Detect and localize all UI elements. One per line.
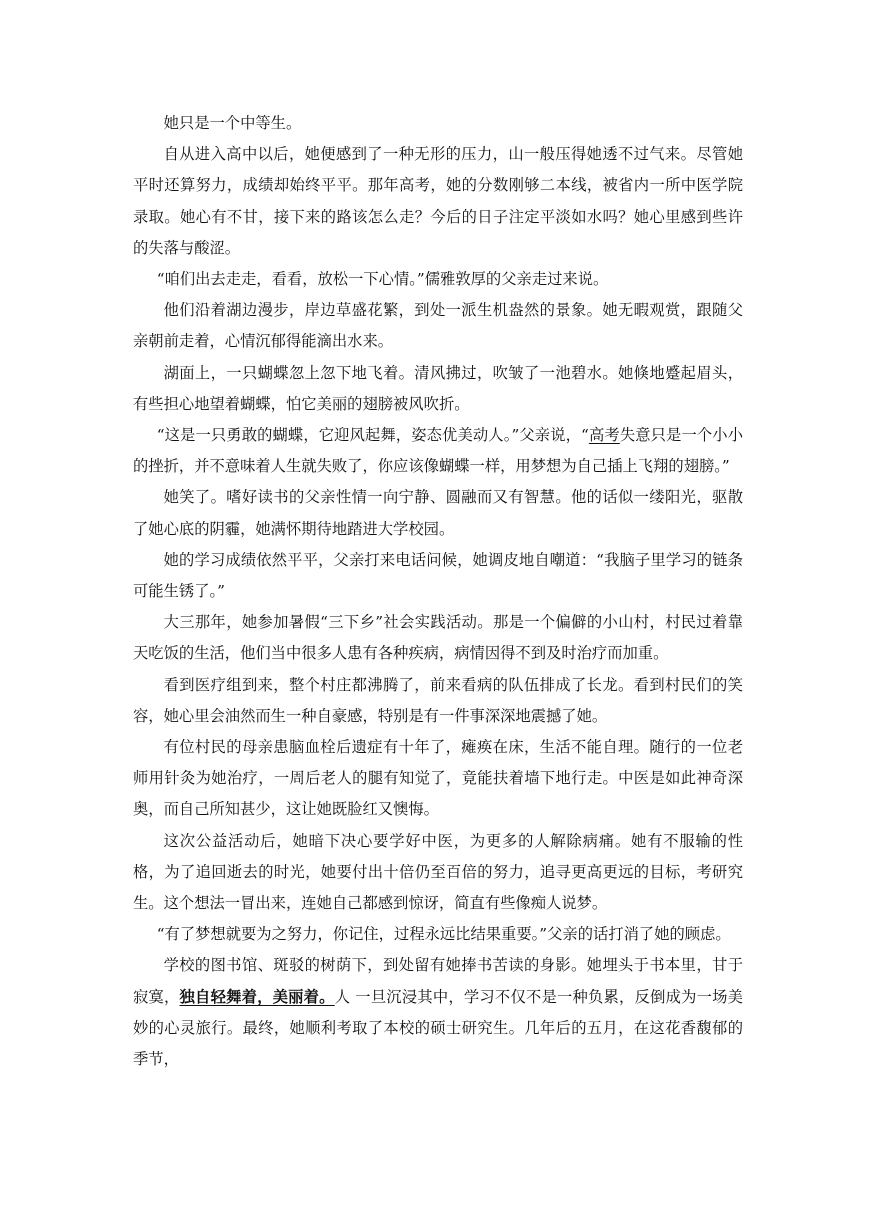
paragraph-12: 这次公益活动后，她暗下决心要学好中医，为更多的人解除病痛。她有不服输的性格，为了追回逝去的时光，她要付出十倍仍至百倍的努力，追寻更高更远的目标，考研究生。这个想法一冒出来，连她自己都感到惊讶，简直有些像痴人说梦。 bbox=[133, 831, 743, 913]
document-page bbox=[133, 108, 743, 1075]
paragraph-5: 湖面上，一只蝴蝶忽上忽下地飞着。清风拂过，吹皱了一池碧水。她倏地蹙起眉头，有些担心地望着蝴蝶，怕它美丽的翅膀被风吹折。 bbox=[133, 363, 743, 413]
paragraph-6 bbox=[133, 420, 743, 482]
paragraph-3: “咱们出去走走，看看，放松一下心情。”儒雅敦厚的父亲走过来说。 bbox=[156, 270, 609, 289]
paragraph-14-text-b: 人 一旦沉浸其中，学习不仅不是一种负累，反倒成为一场美妙的心灵旅行。最终，她顺利考取了本校的硕士研究生。几年后的五月，在这花香馥郁的季节， bbox=[133, 987, 743, 1069]
paragraph-11: 有位村民的母亲患脑血栓后遗症有十年了，瘫痪在床，生活不能自理。随行的一位老师用针灸为她治疗，一周后老人的腿有知觉了，竟能扶着墙下地行走。中医是如此神奇深奥，而自己所知甚少，这让她既脸红又懊悔。 bbox=[133, 738, 743, 819]
underlined-term: 高考 bbox=[588, 426, 620, 445]
paragraph-4: 他们沿着湖边漫步，岸边草盛花繁，到处一派生机盎然的景象。她无暇观赏，跟随父亲朝前走着，心情沉郁得能滴出水来。 bbox=[133, 301, 743, 351]
paragraph-8: 她的学习成绩依然平平，父亲打来电话问候，她调皮地自嘲道：“我脑子里学习的链条可能生锈了。” bbox=[133, 550, 743, 601]
paragraph-9: 大三那年，她参加暑假“三下乡”社会实践活动。那是一个偏僻的小山村，村民过着靠天吃饭的生活，他们当中很多人患有各种疾病，病情因得不到及时治疗而加重。 bbox=[133, 613, 743, 663]
paragraph-13: “有了梦想就要为之努力，你记住，过程永远比结果重要。”父亲的话打消了她的顾虑。 bbox=[156, 925, 731, 944]
paragraph-10: 看到医疗组到来，整个村庄都沸腾了，前来看病的队伍排成了长龙。看到村民们的笑容，她心里会油然而生一种自豪感，特别是有一件事深深地震撼了她。 bbox=[133, 675, 743, 725]
paragraph-2: 自从进入高中以后，她便感到了一种无形的压力，山一般压得她透不过气来。尽管她平时还算努力，成绩却始终平平。那年高考，她的分数刚够二本线，被省内一所中医学院录取。她心有不甘，接下来的路该怎么走？今后的日子注定平淡如水吗？她心里感到些许的失落与酸涩。 bbox=[133, 145, 743, 257]
paragraph-7: 她笑了。嗜好读书的父亲性情一向宁静、圆融而又有智慧。他的话似一缕阳光，驱散了她心底的阴霾，她满怀期待地踏进大学校园。 bbox=[133, 488, 743, 538]
paragraph-6-text-b: 失意只是一个小小的挫折，并不意味着人生就失败了，你应该像蝴蝶一样，用梦想为自己插上飞翔的翅膀。” bbox=[133, 426, 743, 476]
paragraph-14 bbox=[133, 950, 743, 1075]
paragraph-14-text-a: 学校的图书馆、斑驳的树荫下，到处留有她捧书苦读的身影。她埋头于书本里，甘于寂寞， bbox=[133, 956, 743, 1006]
bold-underlined-phrase: 独自轻舞着，美丽着。 bbox=[179, 987, 335, 1006]
paragraph-6-text-a: “这是一只勇敢的蝴蝶，它迎风起舞，姿态优美动人。”父亲说，“ bbox=[156, 426, 589, 445]
paragraph-1: 她只是一个中等生。 bbox=[163, 114, 302, 132]
